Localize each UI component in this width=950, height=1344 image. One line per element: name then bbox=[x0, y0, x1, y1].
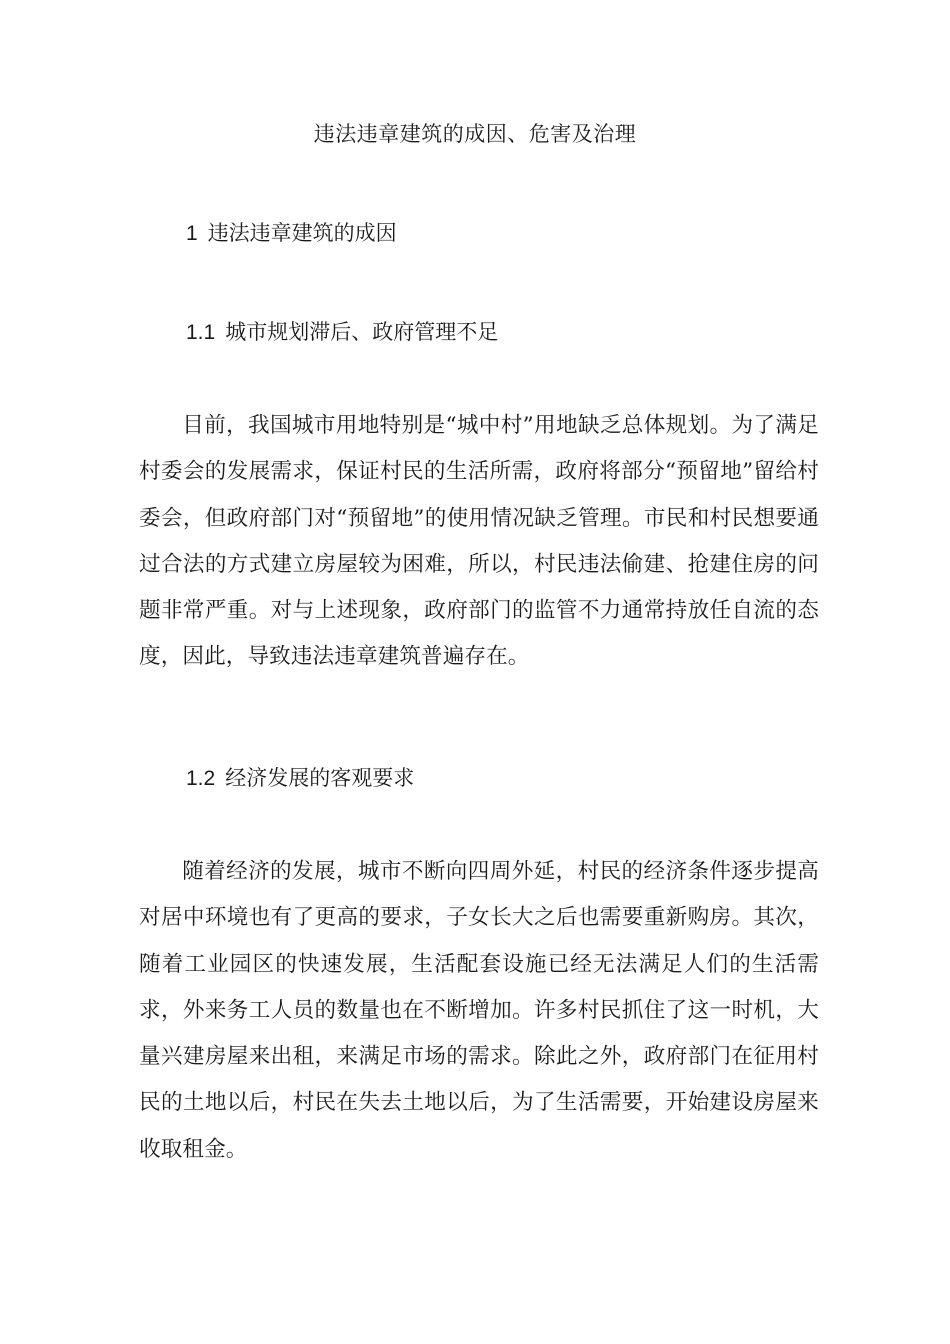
paragraph-1-1: 目前，我国城市用地特别是“城中村”用地缺乏总体规划。为了满足村委会的发展需求，保证村民的生活所需，政府将部分“预留地”留给村委会，但政府部门对“预留地”的使用情况缺乏管理。市民和村民想要通过合法的方式建立房屋较为困难，所以，村民违法偷建、抢建住房的问题非常严重。对与上述现象，政府部门的监管不力通常持放任自流的态度，因此，导致违法违章建筑普遍存在。 bbox=[139, 413, 819, 670]
section-number: 1 bbox=[186, 222, 198, 245]
section-heading-text: 违法违章建筑的成因 bbox=[207, 221, 397, 245]
section-heading-1 bbox=[186, 217, 397, 250]
section-heading-text: 经济发展的客观要求 bbox=[225, 766, 415, 790]
section-number: 1.2 bbox=[186, 767, 216, 790]
section-number: 1.1 bbox=[186, 321, 216, 344]
section-heading-text: 城市规划滞后、政府管理不足 bbox=[225, 320, 499, 344]
paragraph-1-2: 随着经济的发展，城市不断向四周外延，村民的经济条件逐步提高对居中环境也有了更高的要求，子女长大之后也需要重新购房。其次，随着工业园区的快速发展，生活配套设施已经无法满足人们的生活需求，外来务工人员的数量也在不断增加。许多村民抓住了这一时机，大量兴建房屋来出租，来满足市场的需求。除此之外，政府部门在征用村民的土地以后，村民在失去土地以后，为了生活需要，开始建设房屋来收取租金。 bbox=[139, 859, 819, 1162]
section-heading-1-1 bbox=[186, 316, 498, 349]
section-heading-1-2 bbox=[186, 762, 414, 795]
document-title: 违法违章建筑的成因、危害及治理 bbox=[313, 122, 637, 146]
